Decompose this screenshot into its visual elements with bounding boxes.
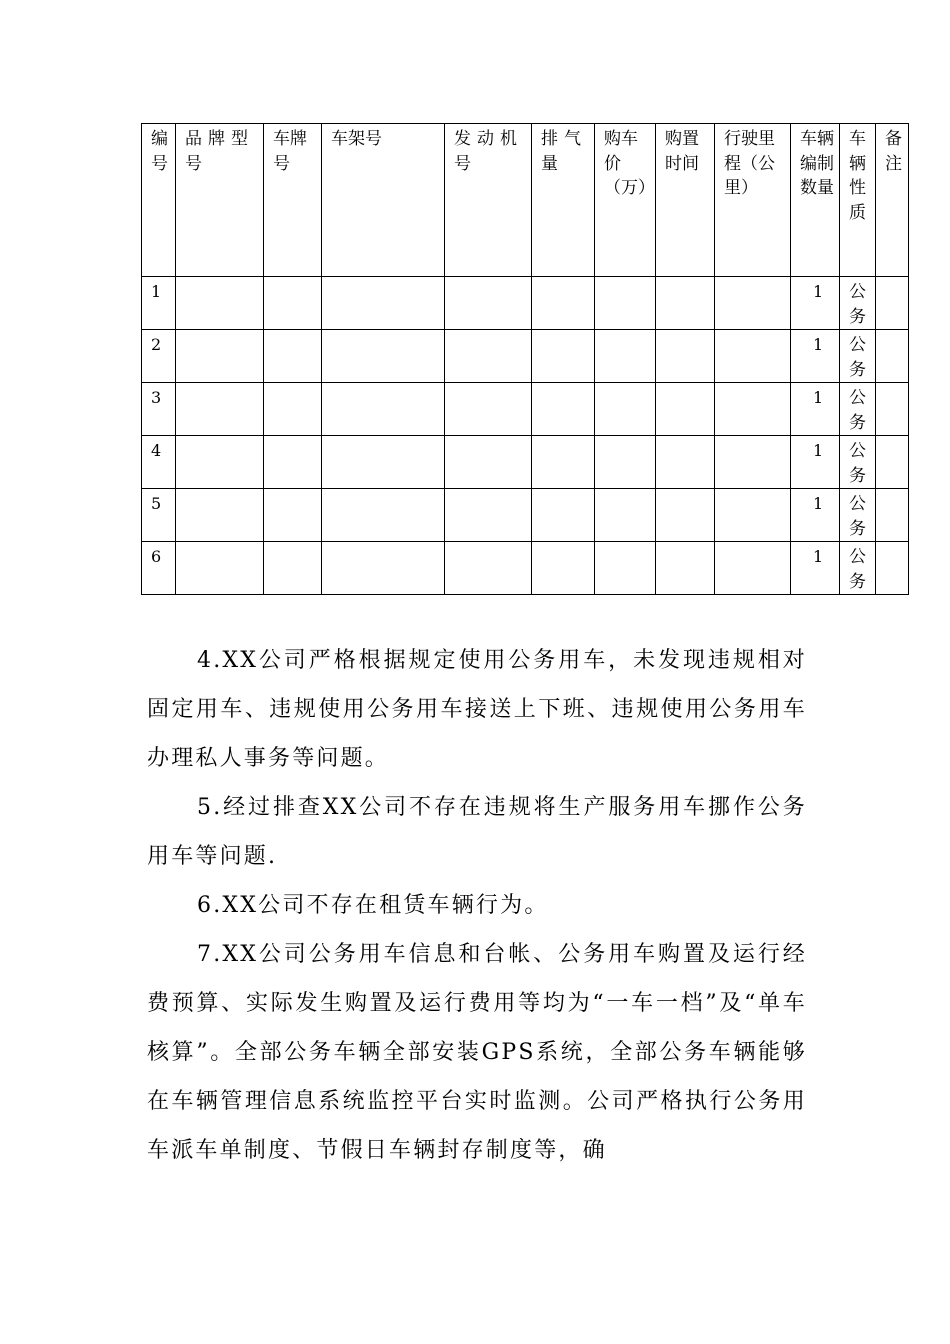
table-row xyxy=(142,489,909,542)
vehicle-table xyxy=(141,123,909,595)
vehicle-nature: 公务 xyxy=(840,277,876,330)
table-header-row xyxy=(142,124,909,277)
header-cell: 编号 xyxy=(142,124,176,277)
table-row xyxy=(142,330,909,383)
vehicle-nature: 公务 xyxy=(840,542,876,595)
header-cell: 车架号 xyxy=(322,124,445,277)
row-number: 1 xyxy=(142,277,176,330)
header-cell: 备注 xyxy=(876,124,909,277)
header-cell: 车辆性质 xyxy=(840,124,876,277)
vehicle-count: 1 xyxy=(791,277,840,330)
vehicle-count: 1 xyxy=(791,436,840,489)
vehicle-count: 1 xyxy=(791,383,840,436)
paragraph: 4.XX公司严格根据规定使用公务用车，未发现违规相对固定用车、违规使用公务用车接送上下班、违规使用公务用车办理私人事务等问题。 xyxy=(147,648,807,771)
header-cell: 行驶里程（公里） xyxy=(715,124,791,277)
paragraph: 7.XX公司公务用车信息和台帐、公务用车购置及运行经费预算、实际发生购置及运行费用等均为“一车一档”及“单车核算”。全部公务车辆全部安装GPS系统，全部公务车辆能够在车辆管理信息系统监控平台实时监测。公司严格执行公务用车派车单制度、节假日车辆封存制度等，确 xyxy=(147,942,807,1163)
table-row xyxy=(142,436,909,489)
paragraph: 6.XX公司不存在租赁车辆行为。 xyxy=(197,893,549,918)
table-row xyxy=(142,277,909,330)
header-cell: 品牌型号 xyxy=(176,124,264,277)
header-cell: 购置时间 xyxy=(656,124,715,277)
document-body xyxy=(147,636,807,1175)
vehicle-count: 1 xyxy=(791,489,840,542)
header-cell: 车牌号 xyxy=(264,124,322,277)
row-number: 2 xyxy=(142,330,176,383)
vehicle-count: 1 xyxy=(791,330,840,383)
vehicle-nature: 公务 xyxy=(840,436,876,489)
vehicle-nature: 公务 xyxy=(840,489,876,542)
vehicle-count: 1 xyxy=(791,542,840,595)
header-cell: 发动机号 xyxy=(445,124,532,277)
vehicle-nature: 公务 xyxy=(840,330,876,383)
row-number: 4 xyxy=(142,436,176,489)
header-cell: 排气量 xyxy=(532,124,595,277)
row-number: 6 xyxy=(142,542,176,595)
header-cell: 购车价（万） xyxy=(595,124,656,277)
table-row xyxy=(142,383,909,436)
row-number: 3 xyxy=(142,383,176,436)
header-cell: 车辆编制数量 xyxy=(791,124,840,277)
vehicle-nature: 公务 xyxy=(840,383,876,436)
paragraph: 5.经过排查XX公司不存在违规将生产服务用车挪作公务用车等问题. xyxy=(147,795,807,869)
row-number: 5 xyxy=(142,489,176,542)
table-row xyxy=(142,542,909,595)
